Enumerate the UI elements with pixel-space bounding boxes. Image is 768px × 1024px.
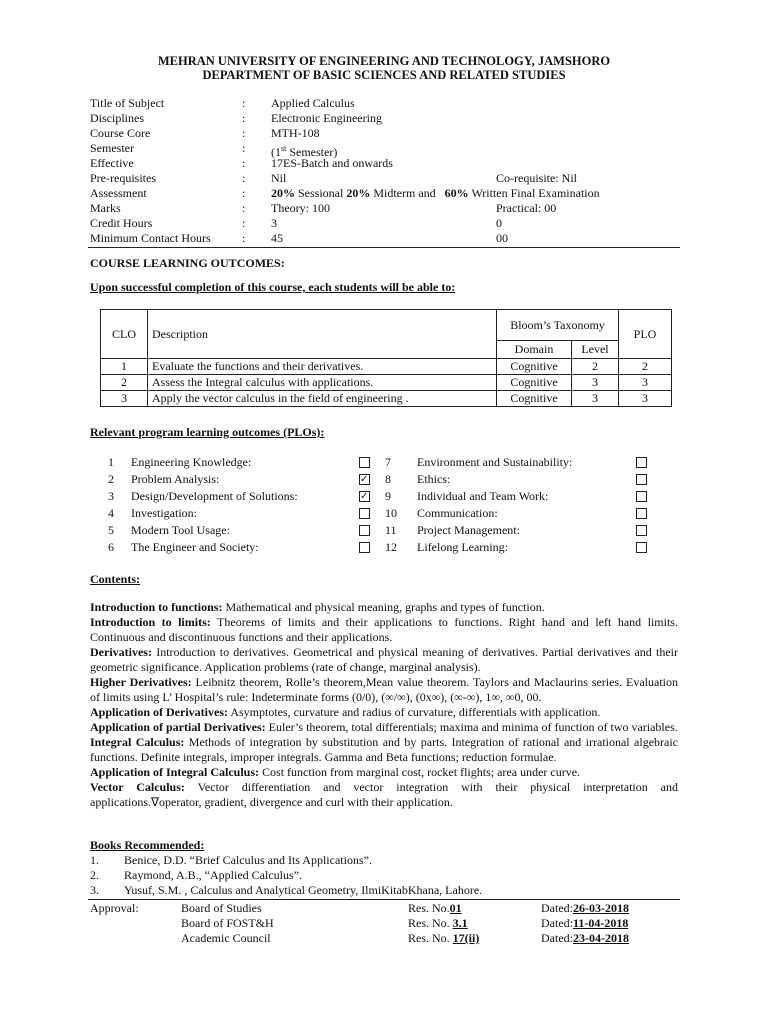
contents-text: Methods of integration by substitution and by parts. Integration of rational and irrational algebraic functions. Definite integrals, improper integrals. Gamma and Beta functions; reduction formulae. <box>90 735 678 764</box>
contents-head: Derivatives: <box>90 645 152 659</box>
date-value: 23-04-2018 <box>573 931 629 945</box>
assess-t2: Midterm and <box>370 186 439 200</box>
contents-text: Theorems of limits and their applications to functions. Right hand and left hand limits. Continuous and discontinuous functions and their applications. <box>90 615 678 644</box>
plo-checkbox[interactable] <box>636 542 647 553</box>
info-colon: : <box>242 171 246 185</box>
plo-num: 10 <box>385 506 397 520</box>
res-label: Res. No. <box>408 916 453 930</box>
table-row <box>101 359 672 375</box>
date-value: 11-04-2018 <box>573 916 629 930</box>
plo-item <box>0 488 768 505</box>
contents-text: Cost function from marginal cost, rocket flights; area under curve. <box>259 765 581 779</box>
plo-num: 5 <box>108 523 114 537</box>
info-colon: : <box>242 216 246 230</box>
contents-item <box>90 765 678 780</box>
university-title: MEHRAN UNIVERSITY OF ENGINEERING AND TECHNOLOGY, JAMSHORO <box>157 54 611 68</box>
info-colon: : <box>242 96 246 110</box>
plo-checkbox[interactable] <box>359 457 370 468</box>
res-label: Res. No. <box>408 931 453 945</box>
description-cell: Assess the Integral calculus with applications. <box>148 375 497 391</box>
approval-date <box>541 931 629 946</box>
info-value: 45 <box>271 231 283 245</box>
contents-text: Asymptotes, curvature and radius of curvature, differentials with application. <box>227 705 601 719</box>
domain-cell: Cognitive <box>497 375 572 391</box>
info-label: Credit Hours <box>90 216 153 230</box>
plo-num: 9 <box>385 489 391 503</box>
plo-item <box>0 522 768 539</box>
plo-checkbox-checked[interactable] <box>359 474 370 485</box>
contents-item <box>90 780 678 810</box>
plo-checkbox[interactable] <box>359 508 370 519</box>
assess-p1: 20% <box>271 186 295 200</box>
approval-res <box>408 916 468 931</box>
semester-sup: st <box>281 144 287 153</box>
description-cell: Apply the vector calculus in the field of engineering . <box>148 391 497 407</box>
contents-body <box>90 600 678 810</box>
level-cell: 2 <box>572 359 619 375</box>
book-item <box>90 883 680 898</box>
contents-item <box>90 615 678 645</box>
plo-header: PLO <box>619 310 672 359</box>
plo-label: Modern Tool Usage: <box>131 523 230 537</box>
plo-item <box>0 471 768 488</box>
plo-item <box>0 505 768 522</box>
plo-label: Problem Analysis: <box>131 472 220 486</box>
semester-post: Semester) <box>286 145 338 159</box>
contents-title: Contents: <box>90 572 140 586</box>
info-practical: Practical: 00 <box>496 201 557 215</box>
domain-cell: Cognitive <box>497 359 572 375</box>
res-value: 01 <box>449 901 462 915</box>
plo-num: 8 <box>385 472 391 486</box>
book-num: 3. <box>90 883 99 897</box>
plo-num: 3 <box>108 489 114 503</box>
books-list <box>90 853 680 898</box>
info-value: 3 <box>271 216 277 230</box>
domain-cell: Cognitive <box>497 391 572 407</box>
info-corequisite: Co-requisite: Nil <box>496 171 577 185</box>
book-text: Raymond, A.B., “Applied Calculus”. <box>124 868 302 882</box>
assess-t3: Written Final Examination <box>468 186 600 200</box>
info-label: Minimum Contact Hours <box>90 231 211 245</box>
info-colon: : <box>242 141 246 155</box>
department-title: DEPARTMENT OF BASIC SCIENCES AND RELATED STUDIES <box>202 68 566 82</box>
contents-item <box>90 735 678 765</box>
plo-checkbox[interactable] <box>359 525 370 536</box>
contents-item <box>90 600 678 615</box>
book-text: Benice, D.D. “Brief Calculus and Its Applications”. <box>124 853 372 867</box>
blooms-header: Bloom’s Taxonomy <box>497 310 619 341</box>
contents-text: Euler’s theorem, total differentials; maxima and minima of function of two variables. <box>265 720 678 734</box>
plo-num: 2 <box>108 472 114 486</box>
semester-pre: (1 <box>271 145 281 159</box>
clo-cell: 3 <box>101 391 148 407</box>
level-cell: 3 <box>572 391 619 407</box>
book-item <box>90 868 680 883</box>
plo-checkbox-checked[interactable] <box>359 491 370 502</box>
plo-label: Environment and Sustainability: <box>417 455 573 469</box>
plo-cell: 2 <box>619 359 672 375</box>
contents-head: Application of Integral Calculus: <box>90 765 260 779</box>
plo-title: Relevant program learning outcomes (PLOs): <box>90 425 325 439</box>
plo-cell: 3 <box>619 391 672 407</box>
assess-p2: 20% <box>346 186 371 200</box>
approval-label: Approval: <box>90 901 139 915</box>
clo-header: CLO <box>101 310 148 359</box>
res-value: 17(ii) <box>452 931 480 945</box>
plo-label: Ethics: <box>417 472 451 486</box>
info-value: 17ES-Batch and onwards <box>271 156 393 170</box>
date-value: 26-03-2018 <box>573 901 629 915</box>
contents-text: Mathematical and physical meaning, graphs and types of function. <box>222 600 545 614</box>
plo-num: 4 <box>108 506 114 520</box>
clo-cell: 2 <box>101 375 148 391</box>
assess-p3: 60% <box>444 186 469 200</box>
info-colon: : <box>242 186 246 200</box>
info-label: Title of Subject <box>90 96 165 110</box>
info-value-assessment <box>271 186 600 201</box>
info-colon: : <box>242 126 246 140</box>
contents-text: Vector differentiation and vector integration with their physical interpretation and applications.∇operator, gradient, divergence and curl with their application. <box>90 780 678 809</box>
contents-head: Higher Derivatives: <box>90 675 192 689</box>
contents-head: Introduction to limits: <box>90 615 211 629</box>
plo-item <box>0 539 768 556</box>
info-label: Effective <box>90 156 134 170</box>
contents-head: Vector Calculus: <box>90 780 185 794</box>
info-label: Semester <box>90 141 134 155</box>
contents-head: Integral Calculus: <box>90 735 185 749</box>
info-colon: : <box>242 156 246 170</box>
approval-body: Academic Council <box>181 931 271 945</box>
contents-item <box>90 720 678 735</box>
plo-checkbox[interactable] <box>636 457 647 468</box>
approval-res <box>408 931 479 946</box>
info-value: Electronic Engineering <box>271 111 382 125</box>
description-cell: Evaluate the functions and their derivatives. <box>148 359 497 375</box>
level-cell: 3 <box>572 375 619 391</box>
description-header: Description <box>148 310 497 359</box>
plo-checkbox[interactable] <box>636 491 647 502</box>
plo-label: Lifelong Learning: <box>417 540 508 554</box>
plo-num: 6 <box>108 540 114 554</box>
clo-table <box>100 309 672 407</box>
books-title: Books Recommended: <box>90 838 205 852</box>
plo-item <box>0 454 768 471</box>
plo-label: The Engineer and Society: <box>131 540 259 554</box>
level-header: Level <box>572 341 619 359</box>
approval-body: Board of FOST&H <box>181 916 274 930</box>
divider <box>88 247 680 248</box>
contents-item <box>90 675 678 705</box>
plo-num: 7 <box>385 455 391 469</box>
contents-head: Introduction to functions: <box>90 600 223 614</box>
plo-checkbox[interactable] <box>636 525 647 536</box>
info-colon: : <box>242 231 246 245</box>
book-num: 1. <box>90 853 99 867</box>
clo-cell: 1 <box>101 359 148 375</box>
plo-label: Design/Development of Solutions: <box>131 489 298 503</box>
book-text: Yusuf, S.M. , Calculus and Analytical Geometry, IlmiKitabKhana, Lahore. <box>124 883 483 897</box>
table-row <box>101 391 672 407</box>
date-label: Dated: <box>541 901 573 915</box>
plo-label: Communication: <box>417 506 498 520</box>
divider <box>88 899 680 900</box>
approval-body: Board of Studies <box>181 901 262 915</box>
plo-num: 1 <box>108 455 114 469</box>
date-label: Dated: <box>541 916 573 930</box>
res-label: Res. No. <box>408 901 450 915</box>
table-row <box>101 375 672 391</box>
domain-header: Domain <box>497 341 572 359</box>
book-item <box>90 853 680 868</box>
date-label: Dated: <box>541 931 573 945</box>
contents-text: Introduction to derivatives. Geometrical and physical meaning of derivatives. Partial derivatives and their geometric significance. Application problems (rate of change, marginal analysis). <box>90 645 678 674</box>
info-label: Course Core <box>90 126 151 140</box>
contents-head: Application of Derivatives: <box>90 705 228 719</box>
plo-checkbox[interactable] <box>636 508 647 519</box>
approval-res <box>408 901 462 916</box>
plo-label: Engineering Knowledge: <box>131 455 252 469</box>
contents-text: Leibnitz theorem, Rolle’s theorem,Mean value theorem. Taylors and Maclaurins series. Evaluation of limits using L’ Hospital’s rule: Indeterminate forms (0/0), (∞/∞), (0x∞), (∞-∞), 1∞, ∞0, 00. <box>90 675 678 704</box>
info-practical-credit: 0 <box>496 216 502 230</box>
contents-item <box>90 645 678 675</box>
contents-item <box>90 705 678 720</box>
info-value: Nil <box>271 171 287 185</box>
plo-checkbox[interactable] <box>359 542 370 553</box>
contents-head: Application of partial Derivatives: <box>90 720 266 734</box>
info-colon: : <box>242 201 246 215</box>
info-value: Theory: 100 <box>271 201 330 215</box>
plo-label: Investigation: <box>131 506 197 520</box>
res-value: 3.1 <box>452 916 468 930</box>
plo-num: 12 <box>385 540 397 554</box>
plo-cell: 3 <box>619 375 672 391</box>
info-label: Assessment <box>90 186 147 200</box>
clo-subtitle: Upon successful completion of this course, each students will be able to: <box>90 280 456 294</box>
approval-date <box>541 901 629 916</box>
info-colon: : <box>242 111 246 125</box>
info-label: Marks <box>90 201 121 215</box>
book-num: 2. <box>90 868 99 882</box>
info-practical-contact: 00 <box>496 231 508 245</box>
plo-num: 11 <box>385 523 397 537</box>
info-value: MTH-108 <box>271 126 320 140</box>
plo-checkbox[interactable] <box>636 474 647 485</box>
info-value: Applied Calculus <box>271 96 355 110</box>
clo-header-row <box>101 310 672 341</box>
plo-label: Individual and Team Work: <box>417 489 549 503</box>
plo-label: Project Management: <box>417 523 520 537</box>
info-label: Pre-requisites <box>90 171 156 185</box>
clo-title: COURSE LEARNING OUTCOMES: <box>90 256 285 270</box>
assess-t1: Sessional <box>295 186 347 200</box>
approval-date <box>541 916 628 931</box>
info-label: Disciplines <box>90 111 144 125</box>
